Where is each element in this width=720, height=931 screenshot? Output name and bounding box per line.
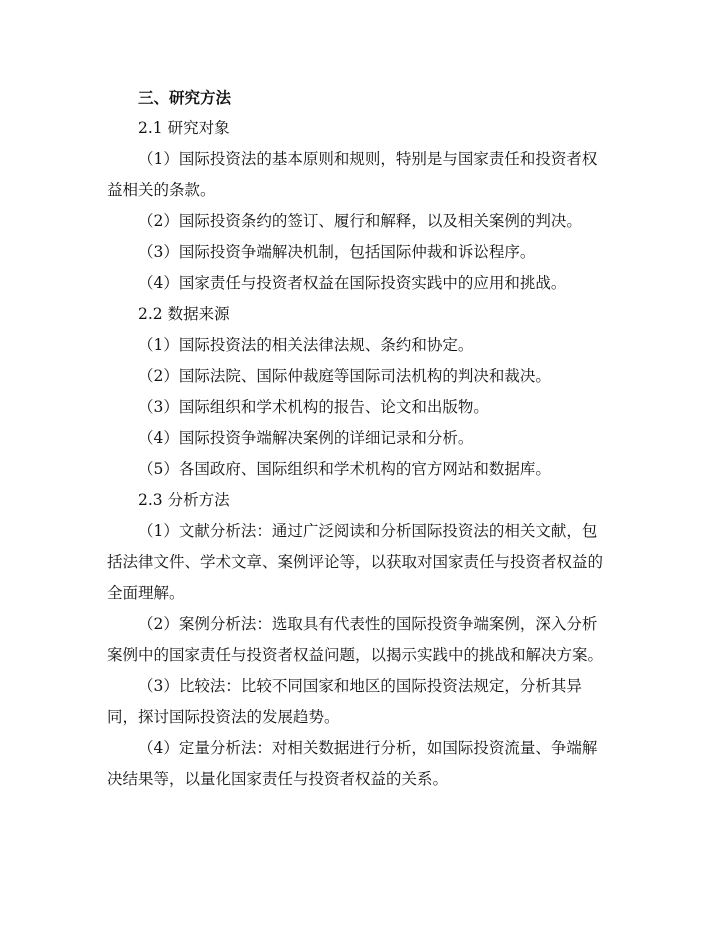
list-item: （1）国际投资法的相关法律法规、条约和协定。 xyxy=(138,336,474,354)
subsection-title-2-3: 2.3 分析方法 xyxy=(138,491,230,509)
list-item: （4）定量分析法：对相关数据进行分析，如国际投资流量、争端解决结果等，以量化国家责任与投资者权益的关系。 xyxy=(107,739,598,788)
subsection-title-2-2: 2.2 数据来源 xyxy=(138,305,230,323)
list-item: （1）文献分析法：通过广泛阅读和分析国际投资法的相关文献，包括法律文件、学术文章、案例评论等，以获取对国家责任与投资者权益的全面理解。 xyxy=(107,522,604,602)
list-item: （5）各国政府、国际组织和学术机构的官方网站和数据库。 xyxy=(138,460,551,478)
list-item: （2）国际投资条约的签订、履行和解释，以及相关案例的判决。 xyxy=(138,212,582,230)
list-item: （3）国际组织和学术机构的报告、论文和出版物。 xyxy=(138,398,489,416)
list-item: （1）国际投资法的基本原则和规则，特别是与国家责任和投资者权益相关的条款。 xyxy=(107,150,598,199)
subsection-title-2-1: 2.1 研究对象 xyxy=(138,119,230,137)
section-title: 三、研究方法 xyxy=(138,88,232,107)
document-body xyxy=(107,82,608,795)
list-item: （3）比较法：比较不同国家和地区的国际投资法规定，分析其异同，探讨国际投资法的发展趋势。 xyxy=(107,677,582,726)
list-item: （2）国际法院、国际仲裁庭等国际司法机构的判决和裁决。 xyxy=(138,367,551,385)
list-item: （4）国际投资争端解决案例的详细记录和分析。 xyxy=(138,429,474,447)
list-item: （4）国家责任与投资者权益在国际投资实践中的应用和挑战。 xyxy=(138,274,567,292)
list-item: （3）国际投资争端解决机制，包括国际仲裁和诉讼程序。 xyxy=(138,243,536,261)
list-item: （2）案例分析法：选取具有代表性的国际投资争端案例，深入分析案例中的国家责任与投资者权益问题，以揭示实践中的挑战和解决方案。 xyxy=(107,615,604,664)
